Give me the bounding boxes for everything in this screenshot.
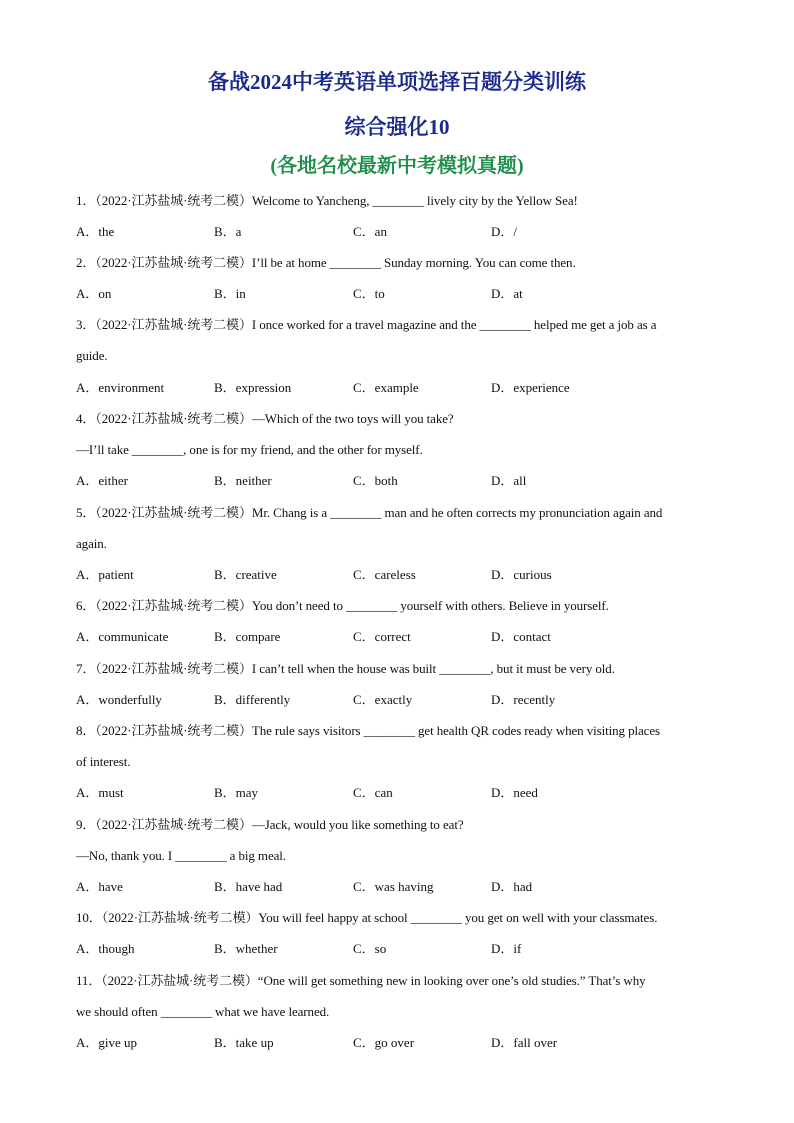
question-6-option-c: C．correct xyxy=(353,629,411,644)
question-7-option-a: A．wonderfully xyxy=(76,692,162,707)
question-9-option-a: A．have xyxy=(76,879,123,894)
question-4-stem-continued: —I’ll take ________, one is for my friend, and the other for myself. xyxy=(76,442,423,457)
document-subtitle: 综合强化10 xyxy=(344,115,450,139)
question-1-option-a: A．the xyxy=(76,224,115,239)
question-10-option-c: C．so xyxy=(353,941,387,956)
question-7-option-c: C．exactly xyxy=(353,692,413,707)
question-11-option-a: A．give up xyxy=(76,1035,138,1050)
question-5-stem-continued: again. xyxy=(76,536,107,551)
question-5-stem: 5．（2022·江苏盐城·统考二模）Mr. Chang is a ________ man and he often corrects my pronunciation again and xyxy=(76,505,663,520)
question-7-option-d: D．recently xyxy=(491,692,556,707)
question-8-option-d: D．need xyxy=(491,785,538,800)
question-4-option-a: A．either xyxy=(76,473,128,488)
question-11-stem-continued: we should often ________ what we have learned. xyxy=(76,1004,330,1019)
question-4-stem: 4．（2022·江苏盐城·统考二模）—Which of the two toys will you take? xyxy=(76,411,454,426)
question-1-option-c: C．an xyxy=(353,224,387,239)
question-6-option-a: A．communicate xyxy=(76,629,169,644)
question-4-option-d: D．all xyxy=(491,473,527,488)
question-3-option-b: B．expression xyxy=(214,380,292,395)
question-9-option-b: B．have had xyxy=(214,879,283,894)
question-5-option-c: C．careless xyxy=(353,567,416,582)
question-3-stem-continued: guide. xyxy=(76,348,108,363)
question-9-stem: 9．（2022·江苏盐城·统考二模）—Jack, would you like something to eat? xyxy=(76,817,464,832)
question-8-option-c: C．can xyxy=(353,785,393,800)
question-8-stem-continued: of interest. xyxy=(76,754,131,769)
question-9-option-c: C．was having xyxy=(353,879,434,894)
question-7-option-b: B．differently xyxy=(214,692,291,707)
question-11-option-b: B．take up xyxy=(214,1035,274,1050)
question-6-option-b: B．compare xyxy=(214,629,281,644)
question-2-stem: 2．（2022·江苏盐城·统考二模）I’ll be at home ________ Sunday morning. You can come then. xyxy=(76,255,576,270)
question-6-option-d: D．contact xyxy=(491,629,551,644)
question-10-option-a: A．though xyxy=(76,941,135,956)
question-1-stem: 1．（2022·江苏盐城·统考二模）Welcome to Yancheng, ________ lively city by the Yellow Sea! xyxy=(76,193,578,208)
question-5-option-b: B．creative xyxy=(214,567,277,582)
question-4-option-c: C．both xyxy=(353,473,398,488)
question-10-stem: 10．（2022·江苏盐城·统考二模）You will feel happy at school ________ you get on well with your classmates. xyxy=(76,910,658,925)
question-6-stem: 6．（2022·江苏盐城·统考二模）You don’t need to ________ yourself with others. Believe in yourself. xyxy=(76,598,609,613)
document-source-note: (各地名校最新中考模拟真题) xyxy=(270,155,524,177)
question-9-option-d: D．had xyxy=(491,879,533,894)
question-8-option-a: A．must xyxy=(76,785,124,800)
document-title: 备战2024中考英语单项选择百题分类训练 xyxy=(208,70,586,94)
question-2-option-b: B．in xyxy=(214,286,246,301)
question-5-option-a: A．patient xyxy=(76,567,134,582)
question-2-option-a: A．on xyxy=(76,286,112,301)
question-8-option-b: B．may xyxy=(214,785,259,800)
question-10-option-d: D．if xyxy=(491,941,522,956)
question-3-option-a: A．environment xyxy=(76,380,165,395)
question-3-stem: 3．（2022·江苏盐城·统考二模）I once worked for a travel magazine and the ________ helped me get a job as a xyxy=(76,317,657,332)
question-11-option-d: D．fall over xyxy=(491,1035,558,1050)
question-4-option-b: B．neither xyxy=(214,473,272,488)
question-5-option-d: D．curious xyxy=(491,567,552,582)
question-8-stem: 8．（2022·江苏盐城·统考二模）The rule says visitors ________ get health QR codes ready when visiting places xyxy=(76,723,660,738)
question-2-option-d: D．at xyxy=(491,286,523,301)
question-2-option-c: C．to xyxy=(353,286,385,301)
question-1-option-b: B．a xyxy=(214,224,242,239)
question-11-stem: 11．（2022·江苏盐城·统考二模）“One will get something new in looking over one’s old studies.” That’s why xyxy=(76,973,646,988)
question-11-option-c: C．go over xyxy=(353,1035,415,1050)
question-9-stem-continued: —No, thank you. I ________ a big meal. xyxy=(76,848,286,863)
question-10-option-b: B．whether xyxy=(214,941,278,956)
question-3-option-d: D．experience xyxy=(491,380,570,395)
question-1-option-d: D．/ xyxy=(491,224,518,239)
question-7-stem: 7．（2022·江苏盐城·统考二模）I can’t tell when the house was built ________, but it must be very old. xyxy=(76,661,615,676)
question-3-option-c: C．example xyxy=(353,380,419,395)
